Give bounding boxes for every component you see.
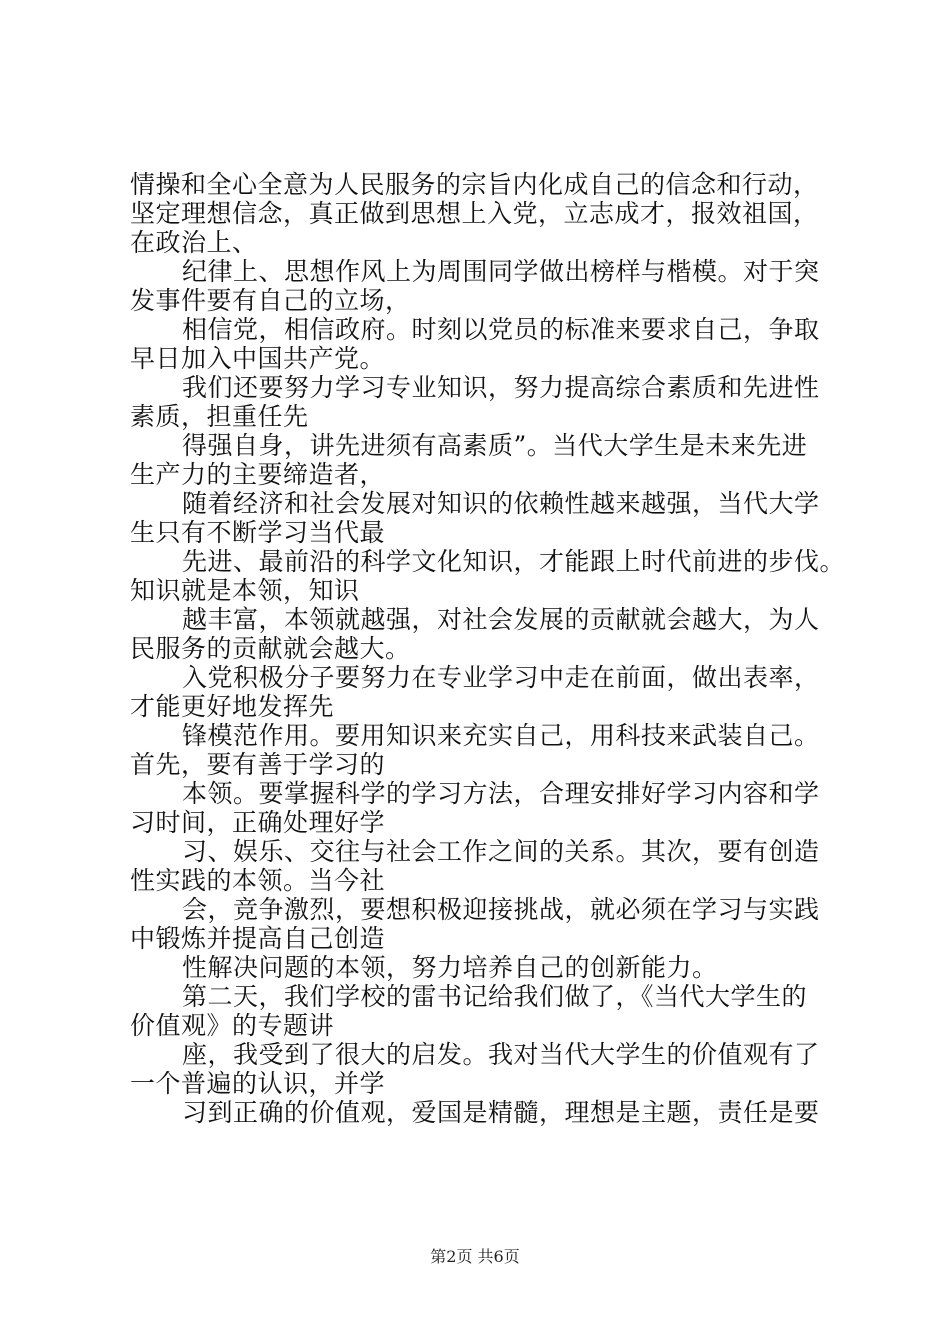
text-line: 首先，要有善于学习的 bbox=[130, 750, 386, 779]
text-line: 随着经济和社会发展对知识的依赖性越来越强，当代大学 bbox=[182, 489, 820, 518]
text-line: 早日加入中国共产党。 bbox=[130, 344, 386, 373]
text-line: 越丰富，本领就越强，对社会发展的贡献就会越大，为人 bbox=[182, 605, 820, 634]
text-line: 得强自身，讲先进须有高素质”。当代大学生是未来先进 bbox=[182, 431, 808, 460]
text-line: 民服务的贡献就会越大。 bbox=[130, 634, 411, 663]
text-line: 性解决问题的本领，努力培养自己的创新能力。 bbox=[182, 953, 718, 982]
document-body bbox=[130, 170, 850, 1127]
page-footer: 第2页 共6页 bbox=[430, 1247, 520, 1266]
text-line: 入党积极分子要努力在专业学习中走在前面，做出表率， bbox=[182, 663, 820, 692]
text-line: 发事件要有自己的立场， bbox=[130, 286, 411, 315]
text-line: 本领。要掌握科学的学习方法，合理安排好学习内容和学 bbox=[182, 779, 820, 808]
text-line: 先进、最前沿的科学文化知识，才能跟上时代前进的步伐。 bbox=[182, 547, 846, 576]
text-line: 我们还要努力学习专业知识，努力提高综合素质和先进性 bbox=[182, 373, 820, 402]
text-line: 习时间，正确处理好学 bbox=[130, 808, 386, 837]
text-line: 一个普遍的认识，并学 bbox=[130, 1069, 386, 1098]
text-line: 情操和全心全意为人民服务的宗旨内化成自己的信念和行动， bbox=[130, 170, 819, 199]
text-line: 生只有不断学习当代最 bbox=[130, 518, 386, 547]
text-line: 价值观》的专题讲 bbox=[130, 1011, 335, 1040]
text-line: 生产力的主要缔造者， bbox=[130, 460, 386, 489]
text-line: 中锻炼并提高自己创造 bbox=[130, 924, 386, 953]
text-line: 会，竞争激烈，要想积极迎接挑战，就必须在学习与实践 bbox=[182, 895, 820, 924]
text-line: 相信党，相信政府。时刻以党员的标准来要求自己，争取 bbox=[182, 315, 820, 344]
text-line: 素质，担重任先 bbox=[130, 402, 309, 431]
text-line: 第二天，我们学校的雷书记给我们做了，《当代大学生的 bbox=[182, 982, 808, 1011]
text-line: 在政治上、 bbox=[130, 228, 258, 257]
text-line: 纪律上、思想作风上为周围同学做出榜样与楷模。对于突 bbox=[182, 257, 820, 286]
text-line: 习、娱乐、交往与社会工作之间的关系。其次，要有创造 bbox=[182, 837, 820, 866]
text-line: 才能更好地发挥先 bbox=[130, 692, 335, 721]
text-line: 座，我受到了很大的启发。我对当代大学生的价值观有了 bbox=[182, 1040, 820, 1069]
text-line: 知识就是本领，知识 bbox=[130, 576, 360, 605]
text-line: 性实践的本领。当今社 bbox=[130, 866, 386, 895]
text-line: 锋模范作用。要用知识来充实自己，用科技来武装自己。 bbox=[182, 721, 820, 750]
text-line: 习到正确的价值观，爱国是精髓，理想是主题，责任是要 bbox=[182, 1098, 820, 1127]
text-line: 坚定理想信念，真正做到思想上入党，立志成才，报效祖国， bbox=[130, 199, 819, 228]
